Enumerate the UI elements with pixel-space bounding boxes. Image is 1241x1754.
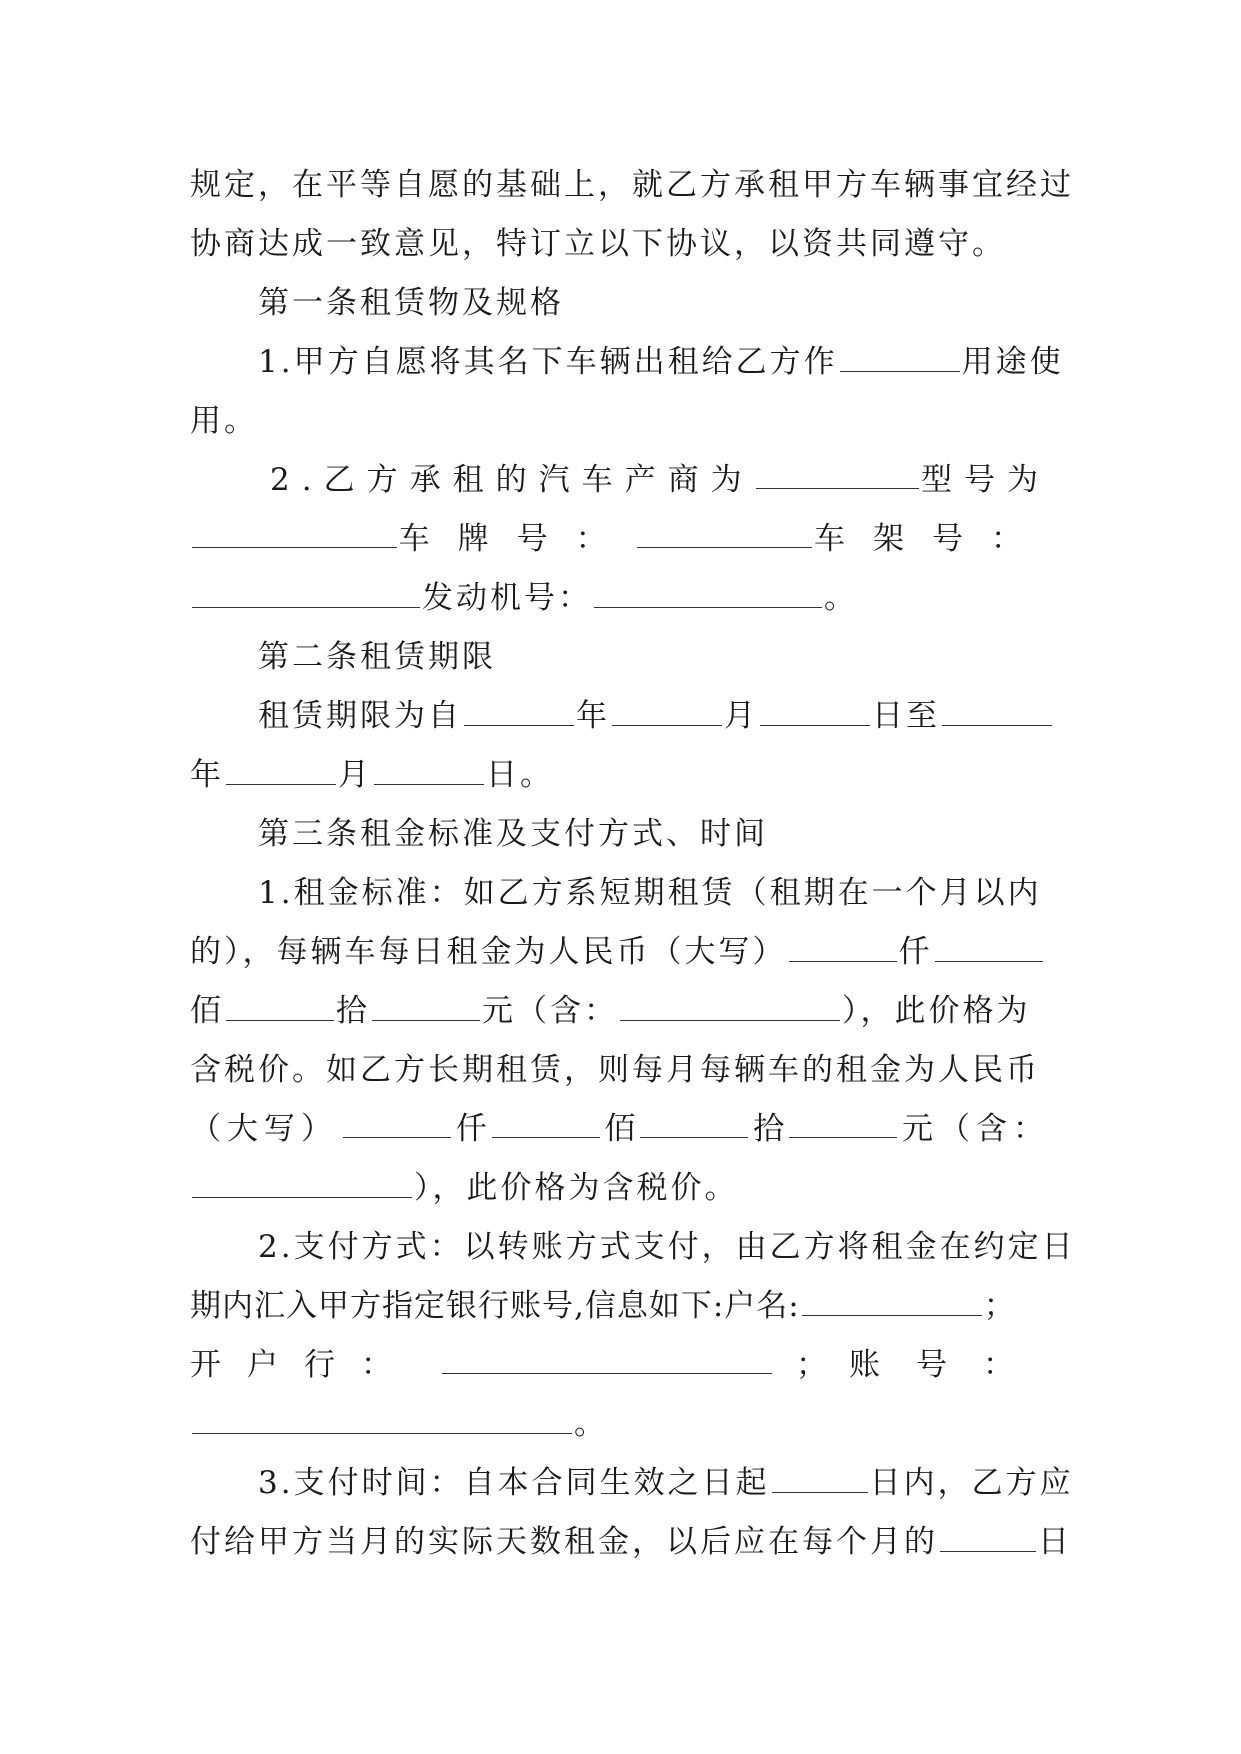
paragraph-line: 1.甲方自愿将其名下车辆出租给乙方作 用途使	[258, 340, 1050, 384]
blank-field[interactable]	[442, 1343, 772, 1374]
paragraph-line: ），此价格为含税价。	[190, 1166, 1050, 1210]
blank-field[interactable]	[192, 517, 397, 548]
article-2-title: 第二条租赁期限	[258, 639, 496, 675]
blank-field[interactable]	[940, 1521, 1036, 1552]
blank-field[interactable]	[374, 754, 484, 785]
blank-field[interactable]	[620, 990, 840, 1021]
paragraph-line: 付给甲方当月的实际天数租金，以后应在每个月的 日	[190, 1520, 1050, 1564]
blank-field[interactable]	[226, 990, 334, 1021]
blank-field[interactable]	[372, 990, 480, 1021]
blank-field[interactable]	[789, 931, 897, 962]
paragraph-line: 含税价。如乙方长期租赁，则每月每辆车的租金为人民币	[190, 1052, 1040, 1088]
blank-field[interactable]	[192, 1403, 572, 1434]
blank-field[interactable]	[594, 577, 822, 608]
blank-field[interactable]	[343, 1107, 451, 1138]
article-1-title: 第一条租赁物及规格	[258, 285, 564, 321]
blank-field[interactable]	[192, 577, 420, 608]
blank-field[interactable]	[756, 458, 919, 489]
blank-field[interactable]	[789, 1107, 897, 1138]
paragraph-line: 2.支付方式：以转账方式支付，由乙方将租金在约定日	[258, 1229, 1076, 1265]
blank-field[interactable]	[942, 695, 1052, 726]
blank-field[interactable]	[464, 695, 574, 726]
paragraph-line: 年 月 日。	[190, 753, 1050, 797]
paragraph-line: 3.支付时间：自本合同生效之日起 日内，乙方应	[258, 1461, 1050, 1505]
paragraph-line: 的），每辆车每日租金为人民币（大写） 仟	[190, 930, 1050, 974]
article-3-title: 第三条租金标准及支付方式、时间	[258, 816, 768, 852]
blank-field[interactable]	[772, 1462, 868, 1493]
blank-field[interactable]	[935, 931, 1043, 962]
paragraph-line: 用。	[190, 403, 258, 439]
blank-field[interactable]	[637, 517, 812, 548]
paragraph-line: 1.租金标准：如乙方系短期租赁（租期在一个月以内	[258, 875, 1042, 911]
blank-field[interactable]	[840, 341, 960, 372]
paragraph-line: 2.乙方承租的汽车产商为 型号为	[270, 458, 1050, 502]
blank-field[interactable]	[612, 695, 722, 726]
paragraph-line: 发动机号： 。	[190, 576, 1050, 620]
paragraph-line: 车牌号： 车架号：	[190, 517, 1050, 561]
paragraph-line: 佰 拾 元（含： ），此价格为	[190, 989, 1050, 1033]
blank-field[interactable]	[226, 754, 336, 785]
paragraph-line: 期内汇入甲方指定银行账号,信息如下:户名: ；	[190, 1284, 1050, 1328]
paragraph-line: 协商达成一致意见，特订立以下协议，以资共同遵守。	[190, 226, 1006, 262]
blank-field[interactable]	[802, 1285, 982, 1316]
paragraph-line: 租赁期限为自 年 月 日至	[258, 694, 1050, 738]
blank-field[interactable]	[640, 1107, 748, 1138]
paragraph-line: 规定，在平等自愿的基础上，就乙方承租甲方车辆事宜经过	[190, 167, 1074, 203]
paragraph-line: （大写） 仟 佰 拾 元（含：	[190, 1107, 1050, 1151]
paragraph-line: 。	[190, 1402, 1050, 1446]
paragraph-line: 开户行： ； 账号：	[190, 1343, 1050, 1387]
blank-field[interactable]	[760, 695, 870, 726]
blank-field[interactable]	[492, 1107, 600, 1138]
blank-field[interactable]	[192, 1167, 412, 1198]
